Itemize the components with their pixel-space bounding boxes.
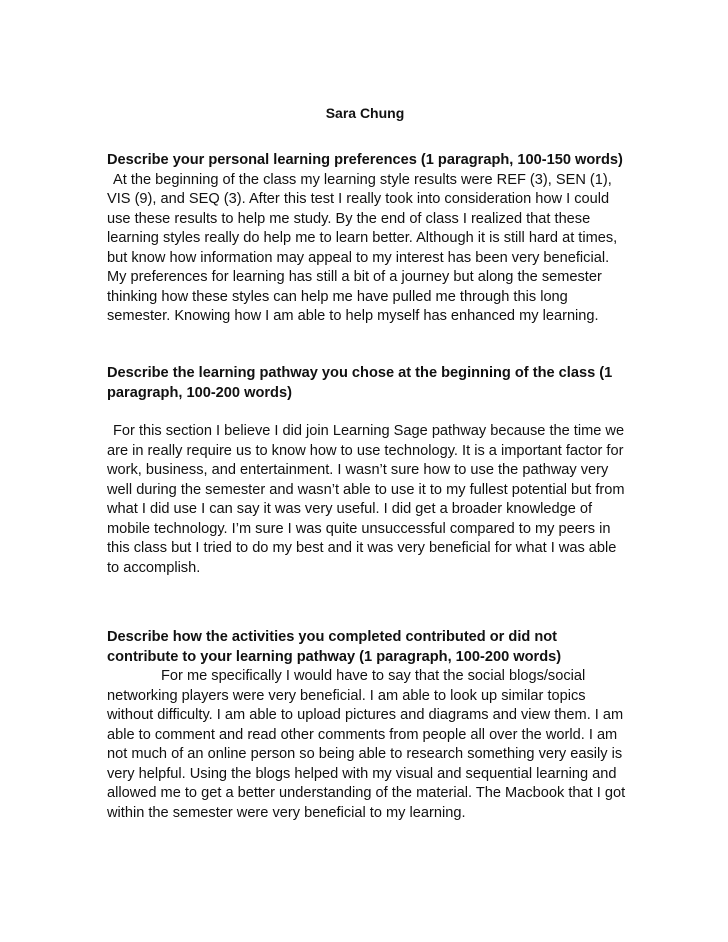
section-heading: Describe how the activities you completed contributed or did not contribute to your learning pathway (1 paragraph, 100-200 words) (107, 629, 562, 665)
section-learning-preferences (107, 151, 627, 327)
section-learning-pathway (107, 364, 627, 578)
section-heading: Describe the learning pathway you chose at the beginning of the class (1 paragraph, 100-200 words) (107, 365, 613, 401)
section-body: For me specifically I would have to say that the social blogs/social networking players were very beneficial. I am able to look up similar topics without difficulty. I am able to upload pictures and diagrams and view them. I am able to comment and read other comments from people all over the world. I am not much of an online person so being able to research something very easily is very helpful. Using the blogs helped with my visual and sequential learning and allowed me to get a better understanding of the material. The Macbook that I got within the semester were very beneficial to my learning. (107, 668, 626, 821)
section-body: For this section I believe I did join Learning Sage pathway because the time we are in really require us to know how to use technology. It is a important factor for work, business, and entertainment. I wasn’t sure how to use the pathway very well during the semester and wasn’t able to use it to my fullest potential but from what I did use I can say it was very useful. I did get a broader knowledge of mobile technology. I’m sure I was quite unsuccessful compared to my peers in this class but I tried to do my best and it was very beneficial for what I was able to accomplish. (107, 423, 625, 576)
section-body: At the beginning of the class my learning style results were REF (3), SEN (1), VIS (9), and SEQ (3). After this test I really took into consideration how I could use these results to help me study. By the end of class I realized that these learning styles really do help me to learn better. Although it is still hard at times, but know how information may appeal to my interest has been very beneficial. My preferences for learning has still a bit of a journey but along the semester thinking how these styles can help me have pulled me through this long semester. Knowing how I am able to help myself has enhanced my learning. (107, 171, 618, 324)
section-activities-contribution (107, 628, 627, 823)
section-heading: Describe your personal learning preferences (1 paragraph, 100-150 words) (107, 152, 623, 168)
author-name: Sara Chung (325, 105, 405, 121)
